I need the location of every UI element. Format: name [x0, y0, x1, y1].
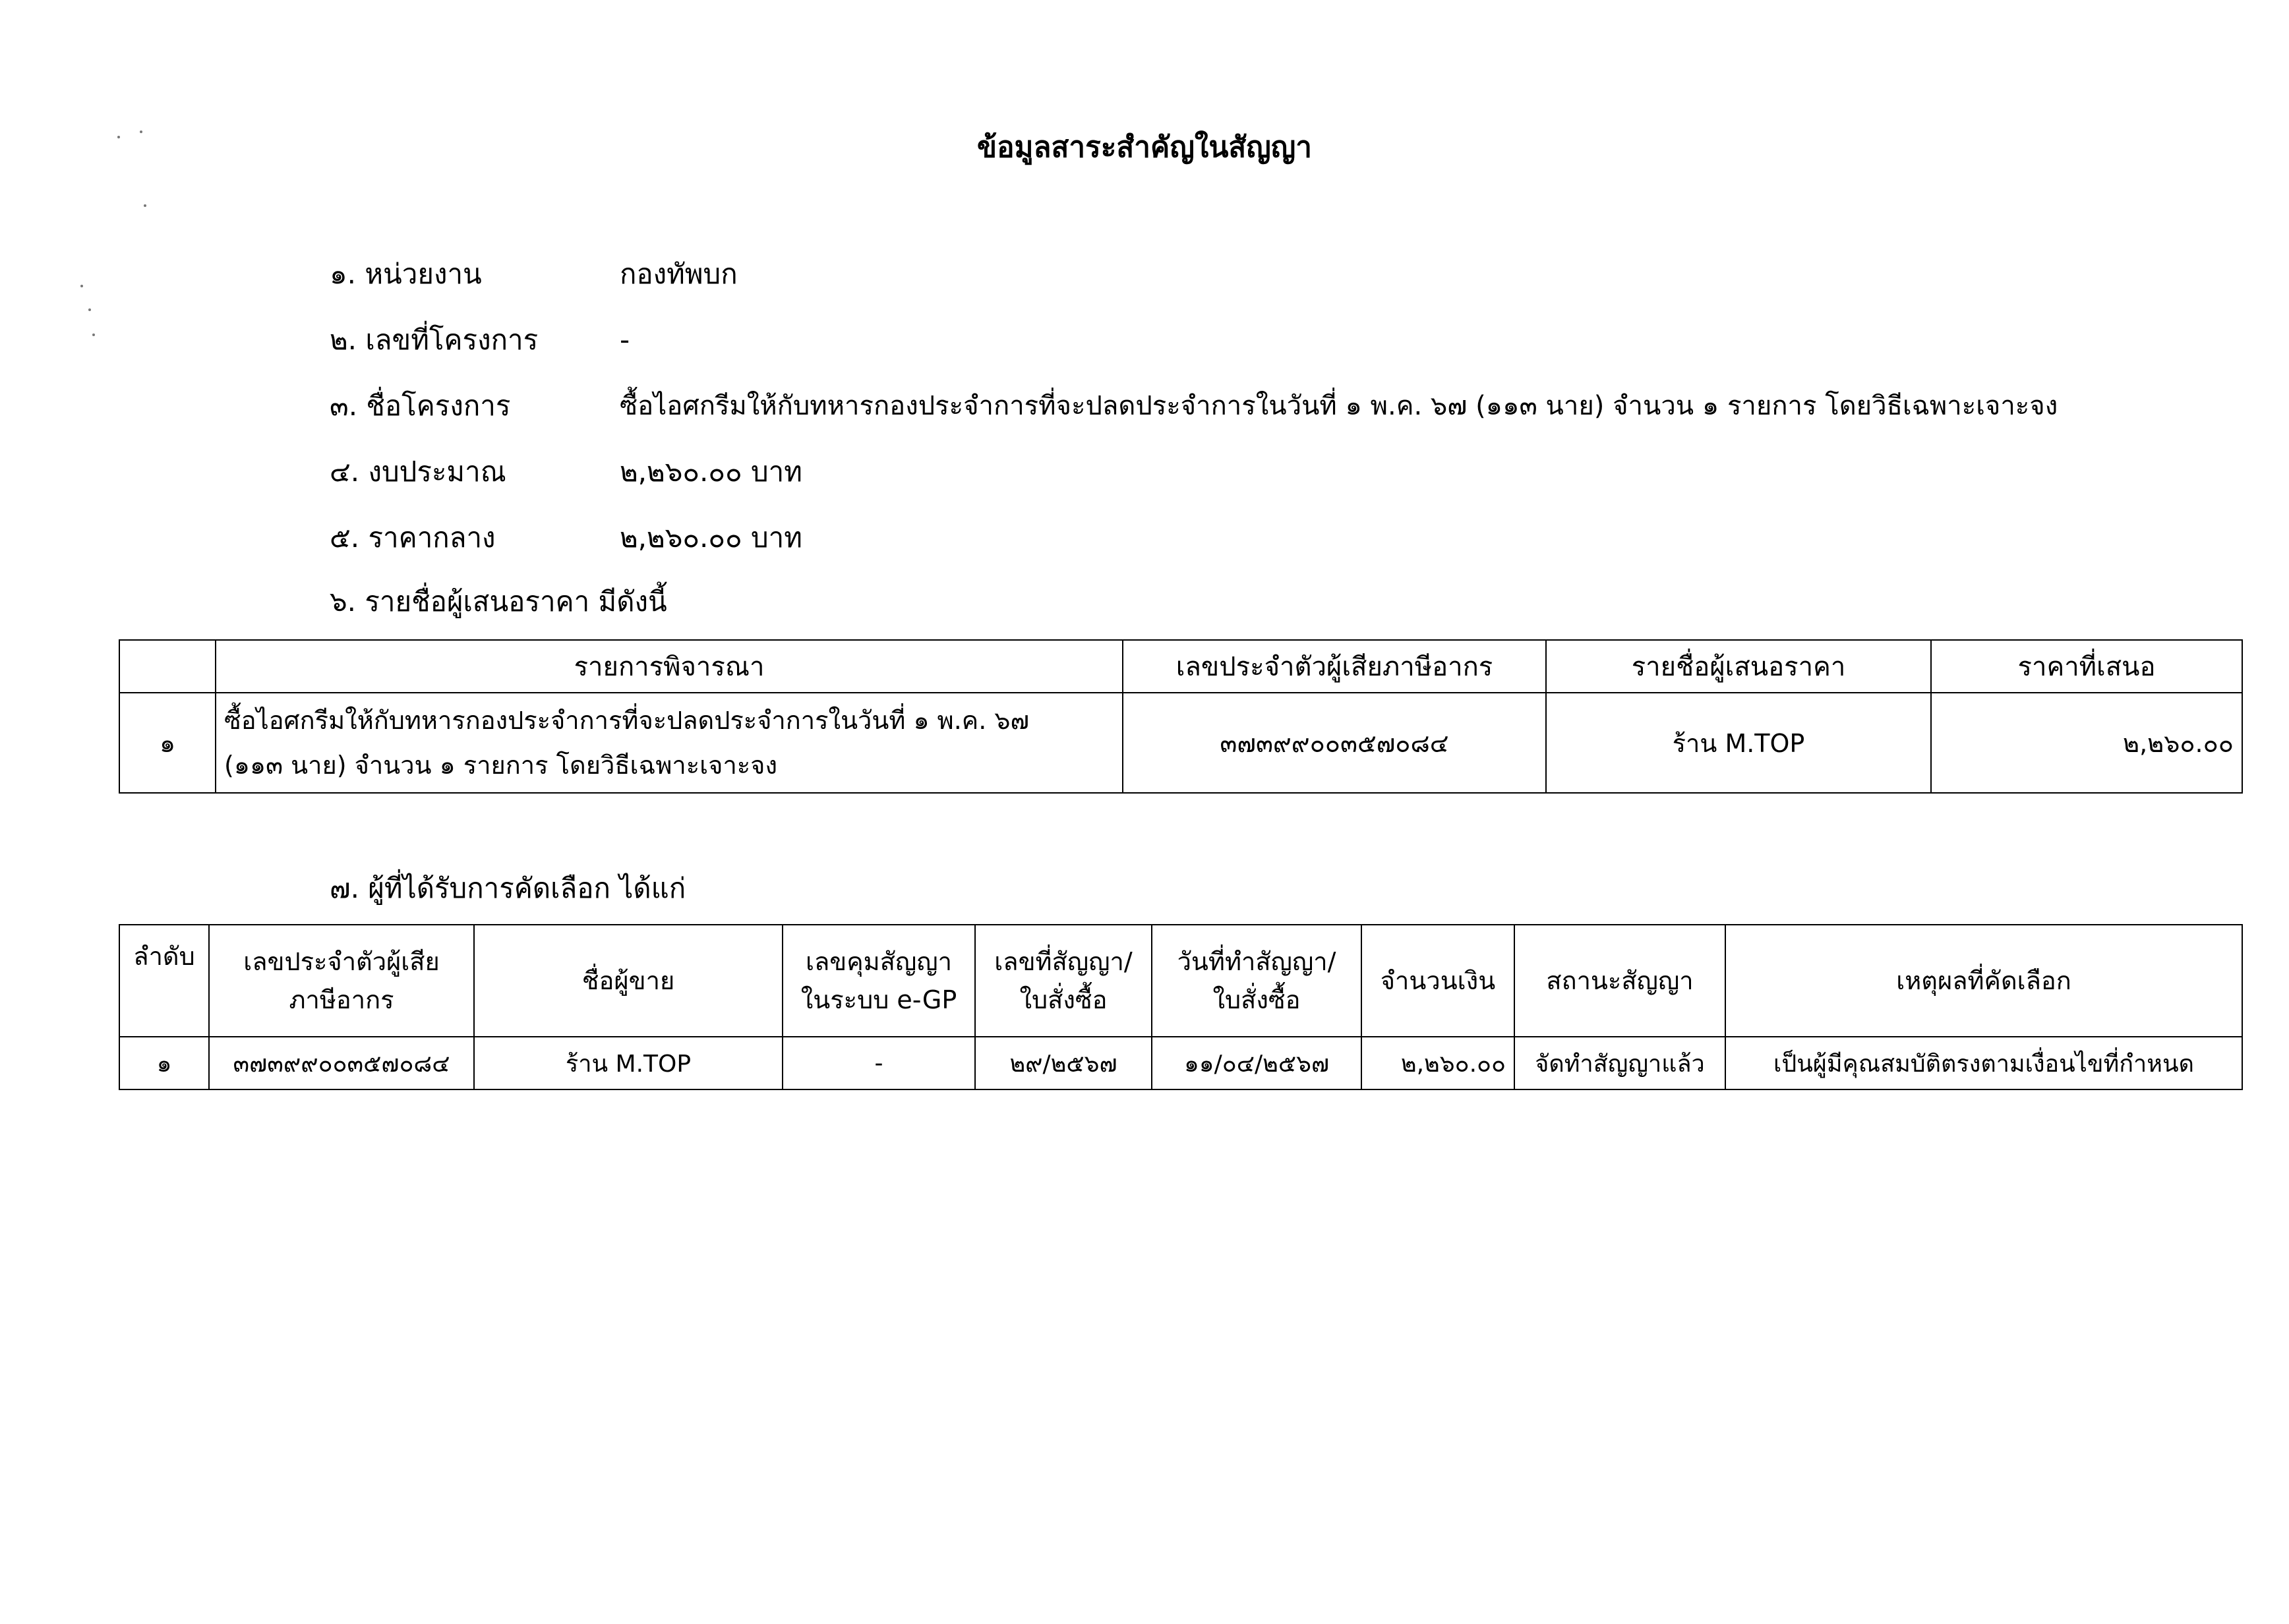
header-line: เลขที่สัญญา/ — [994, 947, 1133, 976]
table-row — [119, 1037, 2242, 1089]
column-header — [119, 640, 216, 693]
header-line: เลขประจำตัวผู้เสีย — [243, 947, 440, 976]
field-label: ๓. ชื่อโครงการ — [330, 390, 511, 422]
field-value: ๒,๒๖๐.๐๐ บาท — [620, 521, 802, 554]
column-header — [975, 925, 1152, 1037]
column-header — [783, 925, 975, 1037]
offers-heading: ๖. รายชื่อผู้เสนอราคา มีดังนี้ — [330, 585, 667, 618]
contract-number: ๒๙/๒๕๖๗ — [975, 1037, 1152, 1089]
header-line: จำนวนเงิน — [1380, 966, 1496, 995]
row-number: ๑ — [119, 1037, 209, 1089]
scan-speck — [140, 130, 142, 133]
winners-heading: ๗. ผู้ที่ได้รับการคัดเลือก ได้แก่ — [330, 872, 686, 904]
header-line: ภาษีอากร — [289, 985, 394, 1014]
header-line: เลขคุมสัญญา — [805, 947, 952, 976]
field-value: - — [620, 324, 630, 356]
header-line: วันที่ทำสัญญา/ — [1177, 947, 1336, 976]
field-label: ๑. หน่วยงาน — [330, 258, 482, 290]
column-header: รายการพิจารณา — [216, 640, 1123, 693]
column-header — [1514, 925, 1725, 1037]
tax-id: ๓๗๓๙๙๐๐๓๕๗๐๘๔ — [1123, 693, 1546, 793]
row-number: ๑ — [119, 693, 216, 793]
field-value: กองทัพบก — [620, 258, 738, 290]
item-description — [216, 693, 1123, 793]
header-line: ใบสั่งซื้อ — [1212, 985, 1301, 1014]
column-header — [119, 925, 209, 1037]
field-label: ๕. ราคากลาง — [330, 521, 496, 554]
column-header — [209, 925, 474, 1037]
field-label: ๒. เลขที่โครงการ — [330, 324, 539, 356]
column-header: รายชื่อผู้เสนอราคา — [1546, 640, 1931, 693]
header-line: ชื่อผู้ขาย — [581, 966, 675, 995]
winners-table — [119, 924, 2243, 1090]
egp-control-number: - — [783, 1037, 975, 1089]
header-line: เหตุผลที่คัดเลือก — [1896, 966, 2071, 995]
scan-speck — [144, 204, 146, 207]
item-line: (๑๑๓ นาย) จำนวน ๑ รายการ โดยวิธีเฉพาะเจาะจง — [224, 751, 778, 780]
scan-speck — [80, 285, 83, 287]
field-value: ๒,๒๖๐.๐๐ บาท — [620, 455, 802, 488]
table-header-row — [119, 925, 2242, 1037]
contract-date: ๑๑/๐๔/๒๕๖๗ — [1152, 1037, 1361, 1089]
bidder-name: ร้าน M.TOP — [1546, 693, 1931, 793]
tax-id: ๓๗๓๙๙๐๐๓๕๗๐๘๔ — [209, 1037, 474, 1089]
field-label: ๔. งบประมาณ — [330, 455, 506, 488]
column-header — [1152, 925, 1361, 1037]
column-header — [1361, 925, 1514, 1037]
contract-status: จัดทำสัญญาแล้ว — [1514, 1037, 1725, 1089]
column-header: ราคาที่เสนอ — [1931, 640, 2242, 693]
contract-amount: ๒,๒๖๐.๐๐ — [1361, 1037, 1514, 1089]
table-header-row — [119, 640, 2242, 693]
field-value: ซื้อไอศกรีมให้กับทหารกองประจำการที่จะปลดประจำการในวันที่ ๑ พ.ค. ๖๗ (๑๑๓ นาย) จำนวน ๑ รายการ โดยวิธีเฉพาะเจาะจง — [620, 391, 2058, 421]
seller-name: ร้าน M.TOP — [474, 1037, 783, 1089]
header-line: ใบสั่งซื้อ — [1019, 985, 1108, 1014]
page-title: ข้อมูลสาระสำคัญในสัญญา — [977, 130, 1312, 164]
table-row — [119, 693, 2242, 793]
header-line: ในระบบ e-GP — [800, 985, 957, 1014]
selection-reason: เป็นผู้มีคุณสมบัติตรงตามเงื่อนไขที่กำหนด — [1725, 1037, 2242, 1089]
scan-speck — [88, 308, 91, 311]
header-line: ลำดับ — [133, 942, 195, 971]
column-header — [1725, 925, 2242, 1037]
column-header — [474, 925, 783, 1037]
offered-price: ๒,๒๖๐.๐๐ — [1931, 693, 2242, 793]
scan-speck — [117, 136, 120, 138]
column-header: เลขประจำตัวผู้เสียภาษีอากร — [1123, 640, 1546, 693]
header-line: สถานะสัญญา — [1546, 966, 1694, 995]
offers-table — [119, 639, 2243, 794]
item-line: ซื้อไอศกรีมให้กับทหารกองประจำการที่จะปลดประจำการในวันที่ ๑ พ.ค. ๖๗ — [224, 706, 1030, 735]
scan-speck — [92, 334, 95, 336]
